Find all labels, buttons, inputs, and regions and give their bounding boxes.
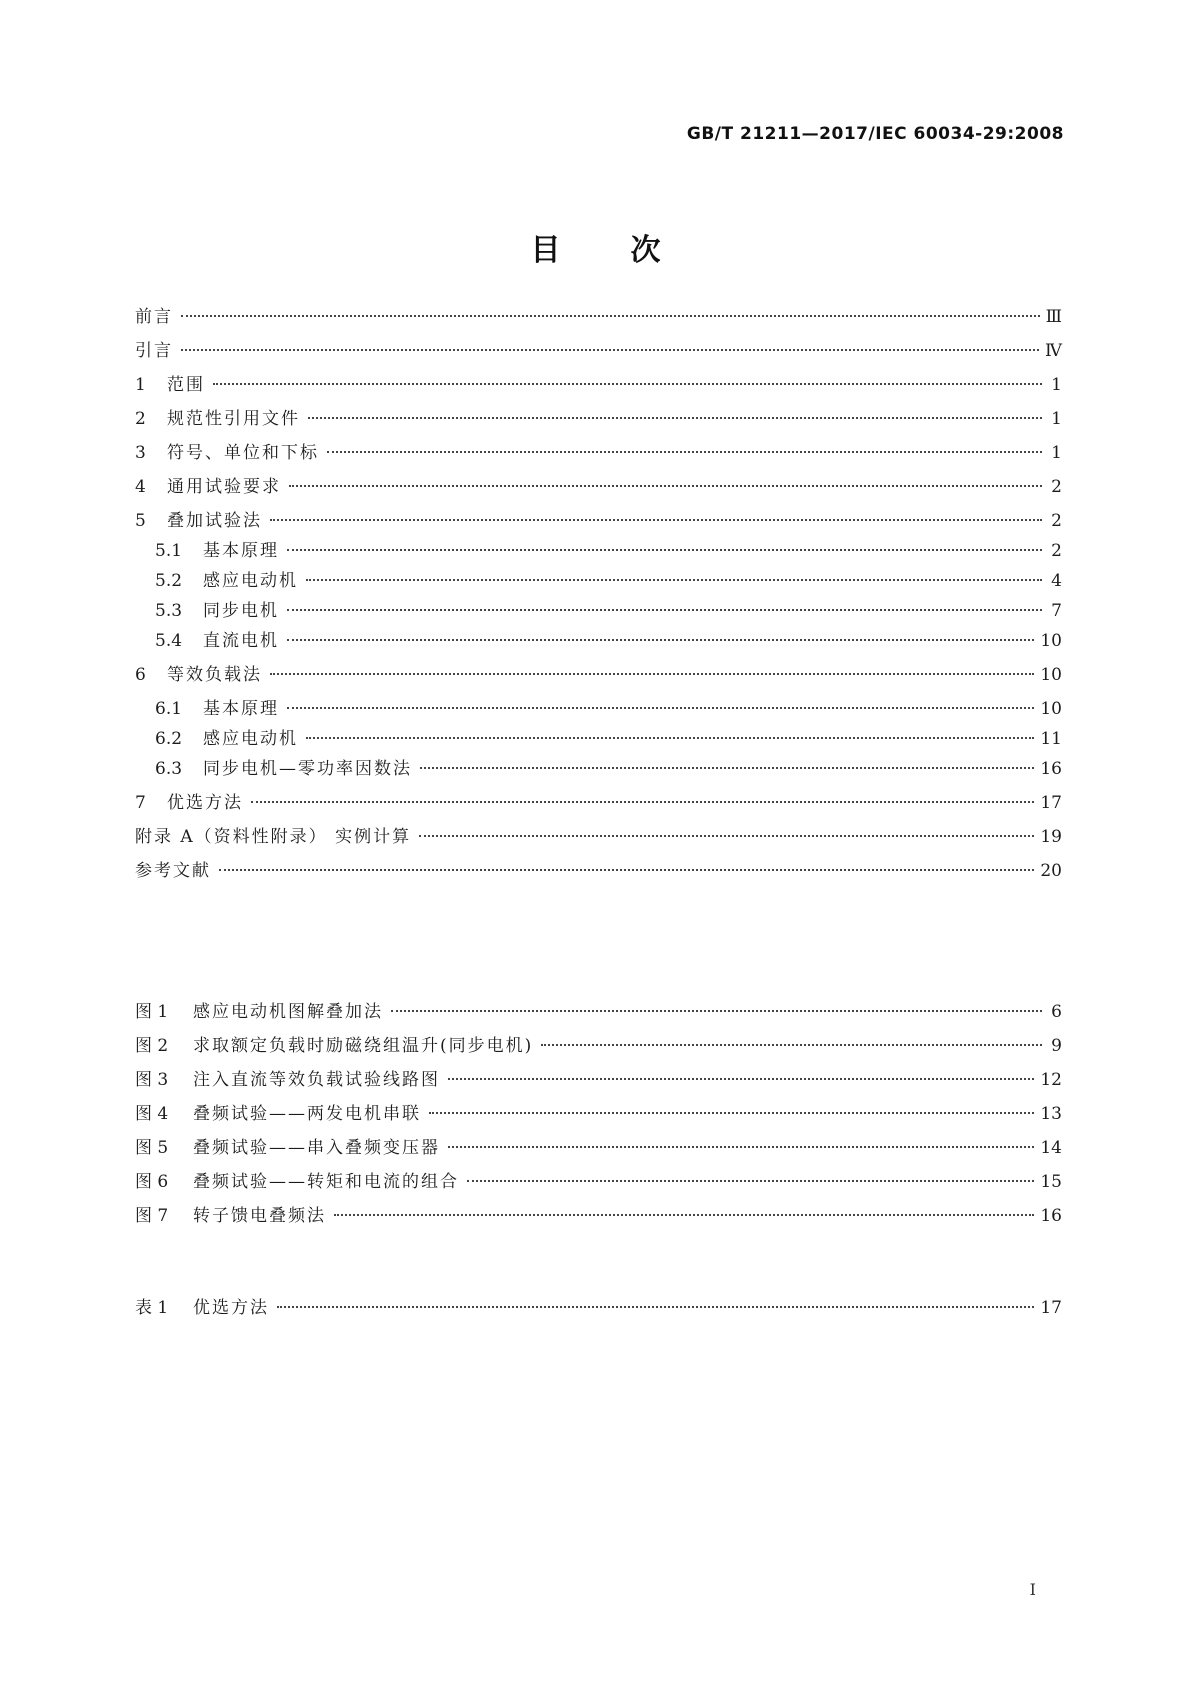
leader-dots bbox=[277, 1306, 1034, 1308]
leader-dots bbox=[541, 1044, 1042, 1046]
toc-entry-1[interactable] bbox=[135, 373, 1062, 397]
toc-label: 同步电机 bbox=[203, 601, 279, 621]
toc-label: 叠加试验法 bbox=[167, 511, 262, 531]
toc-entry-5-1[interactable] bbox=[135, 539, 1062, 563]
toc-entry-bibliography[interactable] bbox=[135, 859, 1062, 883]
figure-label: 叠频试验——串入叠频变压器 bbox=[193, 1138, 440, 1158]
toc-entry-5[interactable] bbox=[135, 509, 1062, 533]
figure-page: 14 bbox=[1040, 1138, 1062, 1158]
page-title bbox=[0, 225, 1191, 269]
leader-dots bbox=[429, 1112, 1034, 1114]
figure-entry-3[interactable] bbox=[135, 1068, 1062, 1092]
figure-entry-7[interactable] bbox=[135, 1204, 1062, 1228]
toc-label: 符号、单位和下标 bbox=[167, 443, 319, 463]
toc-label: 前言 bbox=[135, 307, 173, 327]
figure-page: 6 bbox=[1051, 1002, 1062, 1022]
toc-number: 1 bbox=[135, 375, 146, 395]
toc-number: 5.4 bbox=[155, 631, 183, 651]
toc-number: 5.1 bbox=[155, 541, 183, 561]
toc-label: 基本原理 bbox=[203, 699, 279, 719]
figure-label: 叠频试验——转矩和电流的组合 bbox=[193, 1172, 459, 1192]
figure-entry-1[interactable] bbox=[135, 1000, 1062, 1024]
leader-dots bbox=[419, 835, 1034, 837]
table-page: 17 bbox=[1040, 1298, 1062, 1318]
figure-number: 图 2 bbox=[135, 1036, 169, 1056]
toc-page: 1 bbox=[1051, 409, 1062, 429]
figure-page: 15 bbox=[1040, 1172, 1062, 1192]
toc-label: 范围 bbox=[167, 375, 205, 395]
leader-dots bbox=[287, 639, 1034, 641]
toc-number: 6.3 bbox=[155, 759, 183, 779]
leader-dots bbox=[287, 707, 1034, 709]
table-number: 表 1 bbox=[135, 1298, 169, 1318]
toc-entry-4[interactable] bbox=[135, 475, 1062, 499]
toc-page: 16 bbox=[1040, 759, 1062, 779]
leader-dots bbox=[448, 1146, 1034, 1148]
figure-page: 13 bbox=[1040, 1104, 1062, 1124]
toc-label: 同步电机—零功率因数法 bbox=[203, 759, 412, 779]
leader-dots bbox=[420, 767, 1034, 769]
figure-page: 9 bbox=[1051, 1036, 1062, 1056]
leader-dots bbox=[181, 349, 1039, 351]
leader-dots bbox=[251, 801, 1034, 803]
toc-number: 5 bbox=[135, 511, 146, 531]
leader-dots bbox=[219, 869, 1034, 871]
leader-dots bbox=[306, 737, 1034, 739]
figure-label: 转子馈电叠频法 bbox=[193, 1206, 326, 1226]
leader-dots bbox=[308, 417, 1042, 419]
toc-entry-5-2[interactable] bbox=[135, 569, 1062, 593]
leader-dots bbox=[467, 1180, 1034, 1182]
leader-dots bbox=[327, 451, 1042, 453]
toc-page: 10 bbox=[1040, 665, 1062, 685]
toc-page: 11 bbox=[1040, 729, 1062, 749]
figure-entry-4[interactable] bbox=[135, 1102, 1062, 1126]
toc-entry-6-2[interactable] bbox=[135, 727, 1062, 751]
figure-entry-2[interactable] bbox=[135, 1034, 1062, 1058]
toc-entry-annex-a[interactable] bbox=[135, 825, 1062, 849]
toc-page: 20 bbox=[1040, 861, 1062, 881]
toc-number: 6.2 bbox=[155, 729, 183, 749]
figure-list bbox=[135, 1000, 1062, 1228]
toc-page: 10 bbox=[1040, 631, 1062, 651]
toc-label: 感应电动机 bbox=[203, 571, 298, 591]
toc-page: 2 bbox=[1051, 477, 1062, 497]
figure-page: 12 bbox=[1040, 1070, 1062, 1090]
toc-number: 5.3 bbox=[155, 601, 183, 621]
figure-label: 注入直流等效负载试验线路图 bbox=[193, 1070, 440, 1090]
leader-dots bbox=[270, 519, 1042, 521]
toc-entry-6-3[interactable] bbox=[135, 757, 1062, 781]
leader-dots bbox=[289, 485, 1042, 487]
toc-label: 基本原理 bbox=[203, 541, 279, 561]
table-list bbox=[135, 1296, 1062, 1320]
toc-label: 附录 A（资料性附录） 实例计算 bbox=[135, 827, 412, 847]
toc-list bbox=[135, 305, 1062, 883]
toc-entry-6-1[interactable] bbox=[135, 697, 1062, 721]
figure-number: 图 6 bbox=[135, 1172, 169, 1192]
toc-number: 3 bbox=[135, 443, 146, 463]
toc-label: 感应电动机 bbox=[203, 729, 298, 749]
leader-dots bbox=[287, 609, 1042, 611]
leader-dots bbox=[287, 549, 1042, 551]
title-char-2: 次 bbox=[630, 233, 661, 268]
leader-dots bbox=[306, 579, 1042, 581]
figure-number: 图 1 bbox=[135, 1002, 169, 1022]
toc-page: 10 bbox=[1040, 699, 1062, 719]
toc-label: 规范性引用文件 bbox=[167, 409, 300, 429]
toc-number: 4 bbox=[135, 477, 146, 497]
toc-label: 优选方法 bbox=[167, 793, 243, 813]
toc-entry-introduction[interactable] bbox=[135, 339, 1062, 363]
figure-number: 图 4 bbox=[135, 1104, 169, 1124]
toc-page: 4 bbox=[1051, 571, 1062, 591]
leader-dots bbox=[448, 1078, 1034, 1080]
standard-code: GB/T 21211—2017/IEC 60034-29:2008 bbox=[686, 124, 1064, 144]
toc-entry-7[interactable] bbox=[135, 791, 1062, 815]
page-number: I bbox=[1029, 1580, 1036, 1599]
table-label: 优选方法 bbox=[193, 1298, 269, 1318]
toc-entry-3[interactable] bbox=[135, 441, 1062, 465]
toc-label: 通用试验要求 bbox=[167, 477, 281, 497]
figure-label: 叠频试验——两发电机串联 bbox=[193, 1104, 421, 1124]
toc-number: 6 bbox=[135, 665, 146, 685]
figure-number: 图 5 bbox=[135, 1138, 169, 1158]
toc-page: 17 bbox=[1040, 793, 1062, 813]
figure-label: 求取额定负载时励磁绕组温升(同步电机) bbox=[193, 1036, 534, 1056]
toc-page: 2 bbox=[1051, 541, 1062, 561]
toc-entry-2[interactable] bbox=[135, 407, 1062, 431]
toc-number: 6.1 bbox=[155, 699, 183, 719]
figure-number: 图 7 bbox=[135, 1206, 169, 1226]
figure-entry-5[interactable] bbox=[135, 1136, 1062, 1160]
toc-page: 1 bbox=[1051, 443, 1062, 463]
figure-number: 图 3 bbox=[135, 1070, 169, 1090]
toc-entry-preface[interactable] bbox=[135, 305, 1062, 329]
title-char-1: 目 bbox=[530, 233, 561, 268]
toc-number: 2 bbox=[135, 409, 146, 429]
toc-page: Ⅲ bbox=[1045, 307, 1062, 327]
figure-entry-6[interactable] bbox=[135, 1170, 1062, 1194]
leader-dots bbox=[270, 673, 1034, 675]
leader-dots bbox=[181, 315, 1040, 317]
table-entry-1[interactable] bbox=[135, 1296, 1062, 1320]
toc-page: 7 bbox=[1051, 601, 1062, 621]
toc-page: 2 bbox=[1051, 511, 1062, 531]
toc-page: Ⅳ bbox=[1045, 341, 1062, 361]
toc-number: 5.2 bbox=[155, 571, 183, 591]
toc-label: 参考文献 bbox=[135, 861, 211, 881]
toc-page: 1 bbox=[1051, 375, 1062, 395]
toc-label: 引言 bbox=[135, 341, 173, 361]
toc-entry-5-4[interactable] bbox=[135, 629, 1062, 653]
leader-dots bbox=[391, 1010, 1042, 1012]
leader-dots bbox=[334, 1214, 1034, 1216]
toc-label: 等效负载法 bbox=[167, 665, 262, 685]
toc-page: 19 bbox=[1040, 827, 1062, 847]
toc-label: 直流电机 bbox=[203, 631, 279, 651]
figure-page: 16 bbox=[1040, 1206, 1062, 1226]
leader-dots bbox=[213, 383, 1042, 385]
figure-label: 感应电动机图解叠加法 bbox=[193, 1002, 383, 1022]
toc-entry-5-3[interactable] bbox=[135, 599, 1062, 623]
toc-entry-6[interactable] bbox=[135, 663, 1062, 687]
toc-number: 7 bbox=[135, 793, 146, 813]
